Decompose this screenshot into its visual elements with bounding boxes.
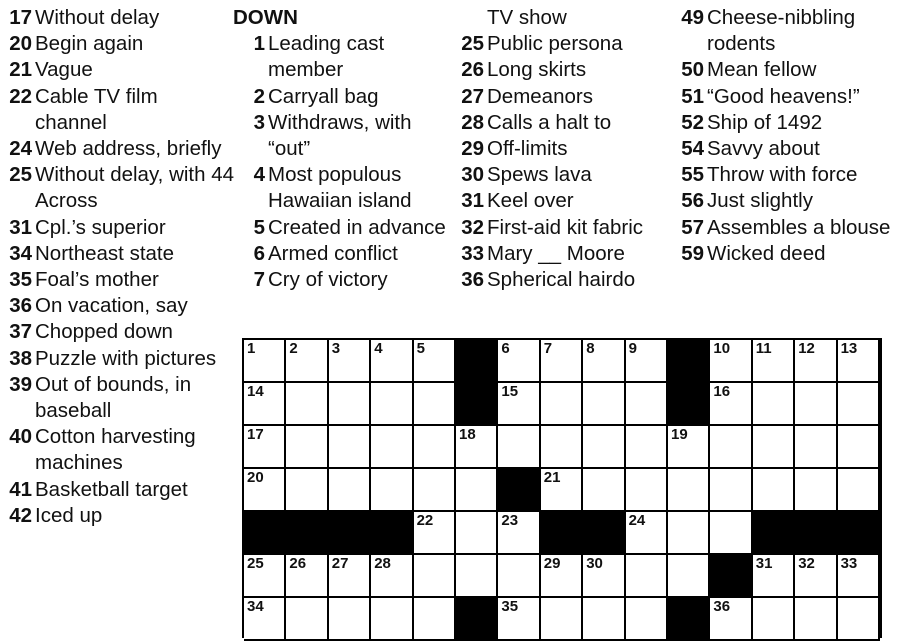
grid-cell[interactable] — [286, 340, 328, 383]
clue-text: Cable TV film channel — [35, 84, 158, 134]
clue-text: Most populous Hawaiian island — [268, 163, 412, 213]
grid-cell-black — [456, 340, 498, 383]
cell-number: 27 — [331, 555, 349, 572]
clue — [233, 31, 458, 83]
clue-text: Public persona — [487, 32, 623, 56]
clue-number: 25 — [9, 163, 32, 187]
clue-number: 28 — [461, 110, 484, 134]
grid-cell-black — [795, 512, 837, 555]
clue — [672, 84, 900, 110]
cell-number: 9 — [628, 340, 637, 357]
clue-number: 1 — [253, 32, 265, 56]
clue-text: Off-limits — [487, 137, 568, 161]
grid-cell[interactable] — [286, 426, 328, 469]
grid-cell[interactable] — [710, 469, 752, 512]
clue — [233, 162, 458, 214]
clue — [672, 5, 900, 57]
grid-cell[interactable] — [498, 426, 540, 469]
grid-cell[interactable] — [710, 426, 752, 469]
clue-number: 33 — [461, 241, 484, 265]
grid-cell[interactable] — [456, 469, 498, 512]
grid-cell[interactable] — [795, 383, 837, 426]
clue-number: 57 — [681, 215, 704, 239]
clue — [452, 267, 667, 293]
grid-cell[interactable] — [244, 555, 286, 598]
clue — [452, 31, 667, 57]
grid-cell[interactable] — [753, 469, 795, 512]
grid-cell[interactable] — [795, 426, 837, 469]
clue-text: Withdraws, with “out” — [268, 110, 412, 161]
clue-number: 36 — [9, 294, 32, 318]
clue-number: 5 — [253, 215, 265, 239]
clue-number: 31 — [9, 215, 32, 239]
down-clues-column-1 — [233, 5, 458, 293]
grid-cell[interactable] — [626, 383, 668, 426]
clue-number: 56 — [681, 189, 704, 213]
grid-cell-black — [668, 340, 710, 383]
grid-cell[interactable] — [626, 340, 668, 383]
clue-number: 40 — [9, 425, 32, 449]
clue-number: 37 — [9, 320, 32, 344]
grid-cell[interactable] — [753, 383, 795, 426]
grid-cell[interactable] — [498, 512, 540, 555]
clue — [0, 84, 235, 136]
clue — [452, 84, 667, 110]
clue-number: 21 — [9, 58, 32, 82]
cell-number: 33 — [840, 555, 858, 572]
grid-cell[interactable] — [371, 383, 413, 426]
clue-text: Armed conflict — [268, 241, 398, 265]
grid-cell[interactable] — [541, 426, 583, 469]
clue-text: Assembles a blouse — [707, 215, 891, 239]
clue — [233, 241, 458, 267]
grid-cell[interactable] — [753, 555, 795, 598]
clue-text: Puzzle with pictures — [35, 346, 217, 370]
clue — [452, 136, 667, 162]
clue-text: TV show — [487, 6, 567, 29]
clue — [0, 31, 235, 57]
grid-cell[interactable] — [710, 340, 752, 383]
clue-number: 4 — [253, 163, 265, 187]
clue — [452, 241, 667, 267]
clue-text: Cheese-nibbling rodents — [707, 6, 856, 56]
grid-cell[interactable] — [244, 469, 286, 512]
clue-text: Savvy about — [707, 137, 820, 161]
clue — [672, 136, 900, 162]
grid-cell[interactable] — [414, 340, 456, 383]
clue — [672, 241, 900, 267]
clue — [452, 215, 667, 241]
grid-cell[interactable] — [244, 383, 286, 426]
clue-number: 42 — [9, 503, 32, 527]
cell-number: 25 — [247, 555, 264, 572]
grid-cell[interactable] — [329, 426, 371, 469]
cell-number: 16 — [713, 383, 731, 400]
clue — [233, 110, 458, 162]
clue-number: 54 — [681, 137, 704, 161]
clue-number: 22 — [9, 84, 32, 108]
clue-text: Leading cast member — [268, 32, 385, 82]
clue-text: Basketball target — [35, 477, 188, 501]
clue-number: 26 — [461, 58, 484, 82]
clue-text: Without delay — [35, 6, 160, 29]
clue-text: Begin again — [35, 32, 144, 56]
grid-cell[interactable] — [583, 383, 625, 426]
clue-number: 27 — [461, 84, 484, 108]
clue — [0, 346, 235, 372]
grid-cell[interactable] — [668, 426, 710, 469]
cell-number: 31 — [755, 555, 773, 572]
grid-cell[interactable] — [626, 469, 668, 512]
grid-cell-black — [498, 469, 540, 512]
clue-text: Throw with force — [707, 163, 858, 187]
clue-number: 49 — [681, 6, 704, 29]
clue — [0, 424, 235, 476]
clue-number: 31 — [461, 189, 484, 213]
grid-cell[interactable] — [583, 426, 625, 469]
clue — [672, 188, 900, 214]
clue-text: Cry of victory — [268, 268, 388, 292]
clue — [672, 162, 900, 188]
clue-text: Iced up — [35, 503, 103, 527]
cell-number: 24 — [628, 512, 646, 529]
clue — [0, 162, 235, 214]
clue — [452, 5, 667, 31]
grid-cell[interactable] — [541, 555, 583, 598]
grid-cell[interactable] — [838, 426, 880, 469]
clue-text: Foal’s mother — [35, 268, 159, 292]
cell-number: 7 — [543, 340, 553, 357]
clue — [0, 319, 235, 345]
clue — [233, 84, 458, 110]
grid-cell[interactable] — [286, 469, 328, 512]
clue-text: Chopped down — [35, 320, 173, 344]
clue — [0, 136, 235, 162]
cell-number: 17 — [247, 426, 264, 443]
clue — [0, 372, 235, 424]
clue — [452, 57, 667, 83]
cell-number: 36 — [713, 598, 731, 615]
grid-cell[interactable] — [710, 512, 752, 555]
clue — [0, 267, 235, 293]
cell-number: 15 — [501, 383, 519, 400]
clue-number: 39 — [9, 372, 32, 396]
cell-number: 5 — [416, 340, 425, 357]
grid-cell[interactable] — [838, 555, 880, 598]
grid-cell[interactable] — [626, 512, 668, 555]
grid-cell[interactable] — [329, 340, 371, 383]
grid-cell[interactable] — [456, 512, 498, 555]
clue — [672, 215, 900, 241]
clue-number: 2 — [253, 84, 265, 108]
clue-text: Ship of 1492 — [707, 110, 823, 134]
clue-text: Northeast state — [35, 241, 175, 265]
cell-number: 11 — [755, 340, 772, 357]
grid-cell[interactable] — [541, 383, 583, 426]
clue — [672, 57, 900, 83]
grid-cell[interactable] — [583, 555, 625, 598]
cell-number: 23 — [501, 512, 519, 529]
grid-cell[interactable] — [838, 383, 880, 426]
cell-number: 20 — [247, 469, 264, 486]
grid-cell-black — [541, 512, 583, 555]
grid-cell[interactable] — [626, 426, 668, 469]
grid-cell-black — [244, 512, 286, 555]
grid-cell[interactable] — [414, 426, 456, 469]
grid-cell-black — [668, 383, 710, 426]
grid-cell[interactable] — [498, 555, 540, 598]
grid-cell-black — [286, 512, 328, 555]
grid-cell[interactable] — [668, 469, 710, 512]
clue-number: 17 — [9, 6, 32, 29]
grid-cell[interactable] — [414, 469, 456, 512]
grid-cell[interactable] — [286, 383, 328, 426]
cell-number: 32 — [798, 555, 815, 572]
grid-cell[interactable] — [244, 426, 286, 469]
grid-cell[interactable] — [371, 469, 413, 512]
grid-cell[interactable] — [456, 555, 498, 598]
clue-number: 41 — [9, 477, 32, 501]
clue-text: Wicked deed — [707, 241, 826, 265]
grid-cell[interactable] — [710, 383, 752, 426]
clue-number: 35 — [9, 268, 32, 292]
clue — [452, 188, 667, 214]
clue-number: 6 — [253, 241, 265, 265]
clue — [233, 215, 458, 241]
clue-number: 59 — [681, 241, 704, 265]
clue-number: 24 — [9, 137, 32, 161]
cell-number: 18 — [459, 426, 476, 443]
grid-cell[interactable] — [795, 555, 837, 598]
grid-cell[interactable] — [583, 340, 625, 383]
cell-number: 4 — [374, 340, 383, 357]
clue-number: 30 — [461, 163, 484, 187]
clue-text: “Good heavens!” — [707, 84, 860, 108]
clue-number: 32 — [461, 215, 484, 239]
grid-cell[interactable] — [456, 426, 498, 469]
clue — [0, 293, 235, 319]
clue-number: 36 — [461, 268, 484, 292]
cell-number: 29 — [543, 555, 561, 572]
clue — [0, 477, 235, 503]
clue-text: Mary __ Moore — [487, 241, 625, 265]
cell-number: 8 — [586, 340, 595, 357]
clue — [452, 162, 667, 188]
clue-text: Created in advance — [268, 215, 446, 239]
grid-cell-black — [371, 512, 413, 555]
cell-number: 10 — [713, 340, 731, 357]
clue — [452, 110, 667, 136]
grid-cell[interactable] — [329, 469, 371, 512]
grid-cell[interactable] — [329, 383, 371, 426]
clue — [0, 503, 235, 529]
grid-cell[interactable] — [371, 426, 413, 469]
grid-cell[interactable] — [795, 469, 837, 512]
cell-number: 12 — [798, 340, 815, 357]
grid-cell[interactable] — [753, 340, 795, 383]
clue-text: Web address, briefly — [35, 137, 222, 161]
clue — [0, 57, 235, 83]
across-clues-continued — [0, 5, 235, 529]
clue — [0, 215, 235, 241]
clue-number: 50 — [681, 58, 704, 82]
grid-cell-black — [329, 512, 371, 555]
clue-text: Long skirts — [487, 58, 587, 82]
cell-number: 14 — [247, 383, 264, 400]
grid-cell[interactable] — [753, 426, 795, 469]
grid-cell-black — [583, 512, 625, 555]
grid-cell[interactable] — [498, 383, 540, 426]
clue-text: Cotton harvesting machines — [35, 425, 196, 475]
grid-cell[interactable] — [329, 555, 371, 598]
cell-number: 35 — [501, 598, 519, 615]
cell-number: 26 — [289, 555, 307, 572]
grid-cell[interactable] — [414, 512, 456, 555]
clue-number: 29 — [461, 137, 484, 161]
grid-cell[interactable] — [668, 555, 710, 598]
clue-number: 38 — [9, 346, 32, 370]
clue — [0, 5, 235, 31]
grid-cell-black — [753, 512, 795, 555]
cell-number: 30 — [586, 555, 603, 572]
clue-text: Spews lava — [487, 163, 592, 187]
clue-text: On vacation, say — [35, 294, 188, 318]
cell-number: 2 — [289, 340, 298, 357]
clue — [0, 241, 235, 267]
clue-number: 25 — [461, 32, 484, 56]
clue-text: Mean fellow — [707, 58, 817, 82]
clue-text: Cpl.’s superior — [35, 215, 166, 239]
clue-text: Spherical hairdo — [487, 268, 636, 292]
grid-cell[interactable] — [414, 383, 456, 426]
crossword-grid[interactable] — [242, 338, 882, 638]
grid-cell[interactable] — [286, 555, 328, 598]
down-clues-column-3 — [672, 5, 900, 267]
grid-cell[interactable] — [668, 512, 710, 555]
grid-cell[interactable] — [626, 555, 668, 598]
clue-text: Without delay, with 44 Across — [35, 163, 235, 213]
clue-text: First-aid kit fabric — [487, 215, 644, 239]
grid-cell[interactable] — [541, 340, 583, 383]
grid-cell[interactable] — [371, 555, 413, 598]
grid-cell-black — [456, 383, 498, 426]
clue-text: Just slightly — [707, 189, 813, 213]
clue — [233, 267, 458, 293]
clue-number: 20 — [9, 32, 32, 56]
grid-cell-black — [710, 555, 752, 598]
grid-cell[interactable] — [583, 469, 625, 512]
clue-number: 7 — [253, 268, 265, 292]
cell-number: 28 — [374, 555, 391, 572]
clue-text: Out of bounds, in baseball — [35, 372, 192, 423]
cell-number: 21 — [543, 469, 561, 486]
clue-number: 34 — [9, 241, 32, 265]
cell-number: 3 — [331, 340, 341, 357]
clue-text: Vague — [35, 58, 93, 82]
clue-text: Keel over — [487, 189, 574, 213]
clue-text: Calls a halt to — [487, 110, 612, 134]
clue-number: 3 — [253, 110, 265, 134]
clue-number: 55 — [681, 163, 704, 187]
down-clues-column-2 — [452, 5, 667, 293]
grid-cell[interactable] — [498, 340, 540, 383]
clue-number: 52 — [681, 110, 704, 134]
clue-number: 51 — [681, 84, 704, 108]
grid-cell[interactable] — [244, 340, 286, 383]
grid-cell[interactable] — [838, 340, 880, 383]
cell-number: 6 — [501, 340, 510, 357]
cell-number: 19 — [671, 426, 688, 443]
down-heading: DOWN — [233, 6, 298, 29]
grid-cell[interactable] — [371, 340, 413, 383]
cell-number: 1 — [247, 340, 256, 357]
cell-number: 34 — [247, 598, 264, 615]
cell-number: 13 — [840, 340, 858, 357]
clue-text: Carryall bag — [268, 84, 379, 108]
grid-cell[interactable] — [414, 555, 456, 598]
grid-cell[interactable] — [795, 340, 837, 383]
grid-cell[interactable] — [838, 469, 880, 512]
cell-number: 22 — [416, 512, 434, 529]
clue — [672, 110, 900, 136]
clue-text: Demeanors — [487, 84, 593, 108]
grid-cell-black — [838, 512, 880, 555]
grid-cell[interactable] — [541, 469, 583, 512]
